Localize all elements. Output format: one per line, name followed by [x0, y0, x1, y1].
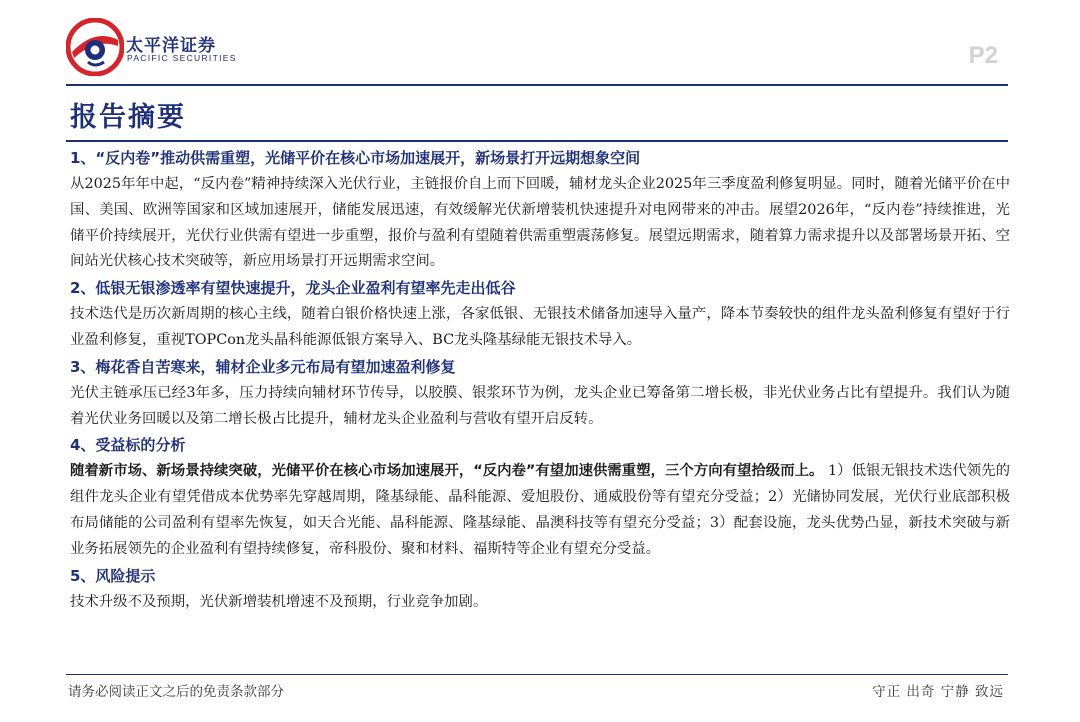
section-heading: 4、受益标的分析: [70, 436, 186, 455]
pacific-securities-logo-icon: [66, 18, 124, 76]
section-heading: 2、低银无银渗透率有望快速提升，龙头企业盈利有望率先走出低谷: [70, 279, 516, 298]
brand-name-en: PACIFIC SECURITIES: [127, 53, 237, 63]
brand-name-cn: 太平洋证券: [126, 36, 216, 56]
section-body: [70, 459, 1010, 562]
page-title: 报告摘要: [70, 102, 186, 133]
section-body-bold: 随着新市场、新场景持续突破，光储平价在核心市场加速展开，“反内卷”有望加速供需重塑，三个方向有望拾级而上。: [70, 463, 824, 480]
header-divider: [66, 84, 1008, 86]
title-divider: [66, 140, 1008, 142]
section-body: 光伏主链承压已经3年多，压力持续向辅材环节传导，以胶膜、银浆环节为例，龙头企业已筹备第二增长极，非光伏业务占比有望提升。我们认为随着光伏业务回暖以及第二增长极占比提升，辅材龙头企业盈利与营收有望开启反转。: [70, 384, 1010, 427]
section-body-text: 1）低银无银技术迭代领先的组件龙头企业有望凭借成本优势率先穿越周期，隆基绿能、晶科能源、爱旭股份、通威股份等有望充分受益；2）光储协同发展，光伏行业底部积极布局储能的公司盈利有望率先恢复，如天合光能、晶科能源、隆基绿能、晶澳科技等有望充分受益；3）配套设施，龙头优势凸显，新技术突破与新业务拓展领先的企业盈利有望持续修复，帝科股份、聚和材料、福斯特等企业有望充分受益。: [70, 463, 1010, 557]
report-summary: [70, 148, 1010, 618]
section-heading: 5、风险提示: [70, 566, 156, 585]
section-heading: 3、梅花香自苦寒来，辅材企业多元布局有望加速盈利修复: [70, 357, 456, 376]
section-body: 技术迭代是历次新周期的核心主线，随着白银价格快速上涨，各家低银、无银技术储备加速导入量产，降本节奏较快的组件龙头盈利修复有望好于行业盈利修复，重视TOPCon龙头晶科能源低银方案导入、BC龙头隆基绿能无银技术导入。: [70, 306, 1010, 348]
footer-disclaimer: 请务必阅读正文之后的免责条款部分: [68, 684, 284, 700]
section-body: 技术升级不及预期，光伏新增装机增速不及预期，行业竞争加剧。: [70, 593, 488, 610]
footer-divider: [66, 674, 1008, 675]
section-heading: 1、“反内卷”推动供需重塑，光储平价在核心市场加速展开，新场景打开远期想象空间: [70, 149, 641, 167]
section-body: 从2025年年中起，“反内卷”精神持续深入光伏行业，主链报价自上而下回暖，辅材龙头企业2025年三季度盈利修复明显。同时，随着光储平价在中国、美国、欧洲等国家和区域加速展开，储能发展迅速，有效缓解光伏新增装机快速提升对电网带来的冲击。展望2026年，“反内卷”持续推进，光储平价持续展开，光伏行业供需有望进一步重塑，报价与盈利有望随着供需重塑震荡修复。展望远期需求，随着算力需求提升以及部署场景开拓、空间站光伏核心技术突破等，新应用场景打开远期需求空间。: [70, 176, 1010, 270]
page-number: P2: [968, 42, 998, 69]
footer-motto: 守正 出奇 宁静 致远: [872, 684, 1004, 700]
